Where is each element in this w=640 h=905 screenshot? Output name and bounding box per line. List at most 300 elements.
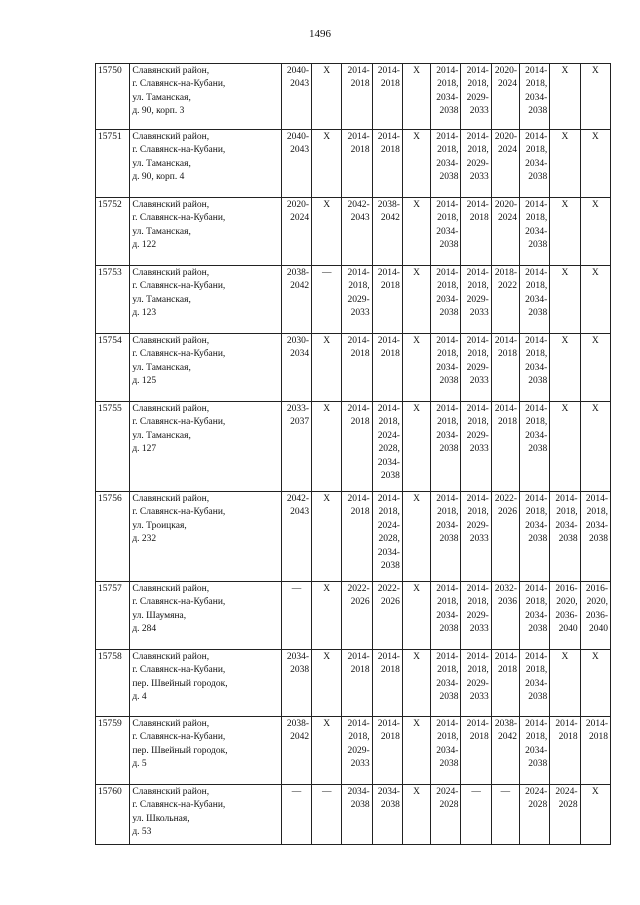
cell-line: 2018, — [378, 507, 400, 518]
address-cell — [130, 582, 281, 650]
cell-line: 2038 — [380, 561, 400, 572]
cell-line: 2014- — [525, 336, 548, 346]
cell-line: X — [323, 404, 331, 414]
registry-table — [95, 63, 611, 845]
period-cell — [461, 334, 491, 402]
period-cell — [342, 198, 372, 266]
cell-line: 2028, — [378, 444, 400, 455]
period-cell — [491, 402, 519, 492]
cell-line: 2020, — [556, 597, 578, 608]
table-row — [96, 650, 611, 717]
period-cell — [372, 492, 402, 582]
cell-line: 2014- — [466, 200, 489, 210]
cell-line: 2034- — [525, 678, 548, 689]
cell-line: 2022- — [347, 584, 370, 594]
address-line: ул. Таманская, — [132, 92, 191, 103]
table-row — [96, 402, 611, 492]
cell-line: 2038 — [439, 240, 459, 251]
address-line: г. Славянск-на-Кубани, — [132, 800, 226, 811]
cell-line: 2040 — [558, 624, 578, 635]
cell-line: X — [591, 336, 599, 346]
cell-line: 2018, — [467, 665, 489, 676]
period-cell — [550, 785, 580, 845]
cell-line: X — [413, 336, 420, 346]
cell-line: 2038- — [377, 200, 400, 210]
cell-line: 2024 — [290, 213, 310, 224]
cell-line: 2036- — [555, 610, 578, 621]
cell-line: 2018 — [498, 349, 518, 360]
period-cell — [491, 198, 519, 266]
x-mark-cell — [550, 650, 580, 717]
address-line: ул. Троицкая, — [132, 520, 187, 531]
cell-line: 2014- — [525, 584, 548, 594]
period-cell — [342, 492, 372, 582]
cell-line: — — [291, 787, 302, 797]
cell-line: 2018, — [525, 732, 548, 743]
cell-line: 2018 — [380, 281, 400, 292]
period-cell — [372, 334, 402, 402]
cell-line: 2014- — [347, 336, 370, 346]
cell-line: 2024 — [498, 213, 518, 224]
period-cell — [520, 785, 550, 845]
cell-line: 2038 — [528, 534, 548, 545]
address-line: г. Славянск-на-Кубани, — [132, 665, 226, 676]
cell-line: 2033 — [469, 106, 489, 117]
period-cell — [372, 130, 402, 198]
cell-line: 2018, — [467, 79, 489, 90]
row-id: 15757 — [96, 582, 130, 650]
row-id: 15753 — [96, 266, 130, 334]
row-id: 15760 — [96, 785, 130, 845]
row-id: 15750 — [96, 64, 130, 130]
cell-line: 2034- — [525, 92, 548, 103]
cell-line: 2014- — [466, 66, 489, 76]
cell-line: 2014- — [525, 719, 548, 729]
cell-line: 2018- — [494, 268, 518, 278]
cell-line: 2018, — [437, 213, 459, 224]
cell-line: 2042 — [498, 732, 518, 743]
cell-line: 2018 — [380, 79, 400, 90]
x-mark-cell — [402, 650, 430, 717]
x-mark-cell — [580, 266, 610, 334]
cell-line: 2042- — [347, 200, 370, 210]
cell-line: 2014- — [555, 719, 578, 729]
period-cell — [281, 130, 311, 198]
row-id: 15759 — [96, 717, 130, 785]
cell-line: 2024- — [525, 787, 548, 797]
cell-line: 2024 — [498, 145, 518, 156]
cell-line: 2014- — [494, 404, 518, 414]
address-line: пер. Швейный городок, — [132, 745, 228, 756]
period-cell — [281, 198, 311, 266]
cell-line: 2014- — [585, 494, 608, 504]
cell-line: X — [413, 200, 420, 210]
address-line: ул. Шаумяна, — [132, 610, 187, 621]
period-cell — [520, 64, 550, 130]
period-cell — [342, 402, 372, 492]
cell-line: 2014- — [466, 404, 489, 414]
cell-line: 2014- — [555, 494, 578, 504]
cell-line: 2033 — [469, 534, 489, 545]
cell-line: 2014- — [436, 719, 459, 729]
cell-line: 2020- — [286, 200, 310, 210]
address-line: Славянский район, — [132, 584, 210, 594]
cell-line: 2020, — [586, 597, 608, 608]
cell-line: X — [413, 652, 420, 662]
table-row — [96, 130, 611, 198]
cell-line: 2029- — [466, 678, 489, 689]
x-mark-cell — [312, 717, 342, 785]
cell-line: 2034- — [525, 362, 548, 373]
period-cell — [550, 717, 580, 785]
period-cell — [520, 130, 550, 198]
cell-line: 2018 — [380, 732, 400, 743]
cell-line: 2034- — [525, 745, 548, 756]
period-cell — [342, 717, 372, 785]
cell-line: 2043 — [290, 507, 310, 518]
cell-line: 2018, — [437, 732, 459, 743]
x-mark-cell — [550, 198, 580, 266]
table-row — [96, 582, 611, 650]
row-id: 15758 — [96, 650, 130, 717]
row-id: 15755 — [96, 402, 130, 492]
cell-line: 2037 — [290, 417, 310, 428]
cell-line: X — [323, 719, 331, 729]
cell-line: 2038- — [286, 719, 310, 729]
cell-line: 2014- — [466, 584, 489, 594]
period-cell — [342, 785, 372, 845]
cell-line: X — [561, 66, 569, 76]
period-cell — [461, 492, 491, 582]
cell-line: 2018 — [589, 732, 608, 743]
cell-line: X — [413, 719, 420, 729]
cell-line: 2043 — [290, 145, 310, 156]
cell-line: 2018, — [525, 213, 548, 224]
cell-line: 2034- — [436, 362, 459, 373]
cell-line: X — [591, 66, 599, 76]
cell-line: X — [413, 494, 420, 504]
period-cell — [491, 334, 519, 402]
period-cell — [372, 198, 402, 266]
x-mark-cell — [402, 266, 430, 334]
cell-line: 2018 — [558, 732, 578, 743]
cell-line: X — [591, 132, 599, 142]
cell-line: 2028 — [528, 800, 548, 811]
period-cell — [491, 650, 519, 717]
cell-line: 2026 — [350, 597, 370, 608]
x-mark-cell — [580, 130, 610, 198]
cell-line: 2014- — [466, 652, 489, 662]
period-cell — [431, 334, 461, 402]
period-cell — [281, 492, 311, 582]
x-mark-cell — [312, 492, 342, 582]
row-id: 15752 — [96, 198, 130, 266]
address-line: г. Славянск-на-Кубани, — [132, 213, 226, 224]
x-mark-cell — [580, 650, 610, 717]
address-line: д. 122 — [132, 240, 157, 251]
cell-line: X — [413, 66, 420, 76]
cell-line: 2018, — [556, 507, 578, 518]
cell-line: 2018 — [350, 145, 370, 156]
cell-line: 2029- — [466, 610, 489, 621]
cell-line: X — [561, 132, 569, 142]
cell-line: 2034- — [286, 652, 310, 662]
cell-line: 2020- — [494, 200, 518, 210]
cell-line: 2018 — [380, 665, 400, 676]
cell-line: 2029- — [466, 92, 489, 103]
cell-line: 2018, — [525, 349, 548, 360]
x-mark-cell — [550, 64, 580, 130]
period-cell — [342, 334, 372, 402]
address-cell — [130, 64, 281, 130]
cell-line: 2034- — [525, 226, 548, 237]
x-mark-cell — [312, 402, 342, 492]
address-line: д. 5 — [132, 759, 147, 770]
cell-line: 2014- — [436, 132, 459, 142]
cell-line: X — [591, 268, 599, 278]
address-line: Славянский район, — [132, 652, 210, 662]
period-cell — [580, 492, 610, 582]
cell-line: 2014- — [377, 132, 400, 142]
cell-line: 2018, — [437, 281, 459, 292]
cell-line: 2034- — [436, 158, 459, 169]
cell-line: 2020- — [494, 132, 518, 142]
period-cell — [431, 266, 461, 334]
period-cell — [342, 130, 372, 198]
table-row — [96, 64, 611, 130]
row-id: 15754 — [96, 334, 130, 402]
dash-cell — [461, 785, 491, 845]
cell-line: 2038 — [439, 172, 459, 183]
cell-line: 2018, — [467, 349, 489, 360]
cell-line: X — [591, 787, 599, 797]
cell-line: 2018 — [350, 417, 370, 428]
address-line: ул. Таманская, — [132, 294, 191, 305]
cell-line: 2014- — [436, 404, 459, 414]
address-line: Славянский район, — [132, 404, 210, 414]
address-cell — [130, 650, 281, 717]
x-mark-cell — [402, 334, 430, 402]
cell-line: 2024- — [555, 787, 578, 797]
period-cell — [491, 582, 519, 650]
cell-line: 2029- — [466, 520, 489, 531]
period-cell — [281, 717, 311, 785]
address-cell — [130, 334, 281, 402]
cell-line: 2034- — [436, 610, 459, 621]
cell-line: 2018 — [350, 665, 370, 676]
address-line: д. 4 — [132, 692, 147, 703]
period-cell — [342, 266, 372, 334]
cell-line: 2042 — [380, 213, 400, 224]
x-mark-cell — [580, 334, 610, 402]
cell-line: 2038 — [439, 308, 459, 319]
period-cell — [461, 130, 491, 198]
cell-line: X — [323, 66, 331, 76]
cell-line: X — [323, 200, 331, 210]
address-cell — [130, 785, 281, 845]
cell-line: 2014- — [436, 494, 459, 504]
cell-line: 2038 — [439, 692, 459, 703]
address-line: г. Славянск-на-Кубани, — [132, 145, 226, 156]
cell-line: 2034- — [436, 520, 459, 531]
cell-line: 2024- — [436, 787, 459, 797]
address-line: Славянский район, — [132, 787, 210, 797]
period-cell — [372, 717, 402, 785]
cell-line: 2014- — [525, 494, 548, 504]
x-mark-cell — [550, 266, 580, 334]
address-line: ул. Школьная, — [132, 813, 190, 824]
cell-line: 2018 — [498, 417, 518, 428]
address-line: Славянский район, — [132, 66, 210, 76]
cell-line: 2014- — [466, 132, 489, 142]
cell-line: 2038 — [528, 759, 548, 770]
cell-line: X — [561, 336, 569, 346]
address-line: Славянский район, — [132, 268, 210, 278]
x-mark-cell — [550, 334, 580, 402]
period-cell — [281, 334, 311, 402]
table-row — [96, 198, 611, 266]
cell-line: 2034- — [585, 520, 608, 531]
cell-line: 2038 — [439, 376, 459, 387]
cell-line: 2014- — [436, 66, 459, 76]
cell-line: 2018, — [437, 145, 459, 156]
cell-line: 2038 — [439, 106, 459, 117]
cell-line: 2018, — [586, 507, 608, 518]
cell-line: 2029- — [347, 294, 370, 305]
cell-line: — — [500, 787, 511, 797]
cell-line: 2014- — [525, 200, 548, 210]
cell-line: 2018, — [467, 597, 489, 608]
cell-line: X — [591, 652, 599, 662]
cell-line: 2038 — [350, 800, 370, 811]
cell-line: 2028 — [558, 800, 578, 811]
cell-line: 2028, — [378, 534, 400, 545]
cell-line: 2033 — [469, 692, 489, 703]
cell-line: 2042 — [290, 281, 310, 292]
cell-line: 2042- — [286, 494, 310, 504]
cell-line: 2018, — [525, 507, 548, 518]
x-mark-cell — [402, 492, 430, 582]
cell-line: 2024- — [377, 520, 400, 531]
cell-line: 2014- — [377, 336, 400, 346]
cell-line: 2034- — [525, 610, 548, 621]
period-cell — [431, 198, 461, 266]
cell-line: 2014- — [436, 336, 459, 346]
cell-line: 2033 — [350, 759, 370, 770]
cell-line: 2034- — [525, 520, 548, 531]
cell-line: 2042 — [290, 732, 310, 743]
cell-line: 2034- — [555, 520, 578, 531]
cell-line: X — [561, 200, 569, 210]
cell-line: 2014- — [585, 719, 608, 729]
cell-line: 2033- — [286, 404, 310, 414]
cell-line: 2014- — [466, 336, 489, 346]
cell-line: 2018, — [467, 417, 489, 428]
cell-line: 2038 — [528, 444, 548, 455]
cell-line: 2018, — [437, 665, 459, 676]
period-cell — [342, 64, 372, 130]
x-mark-cell — [580, 402, 610, 492]
cell-line: 2018, — [525, 417, 548, 428]
address-cell — [130, 492, 281, 582]
dash-cell — [312, 785, 342, 845]
address-cell — [130, 266, 281, 334]
cell-line: 2038 — [439, 534, 459, 545]
period-cell — [491, 64, 519, 130]
period-cell — [550, 492, 580, 582]
x-mark-cell — [312, 650, 342, 717]
cell-line: 2026 — [498, 507, 518, 518]
x-mark-cell — [550, 402, 580, 492]
period-cell — [281, 650, 311, 717]
address-line: д. 90, корп. 3 — [132, 106, 185, 117]
period-cell — [342, 582, 372, 650]
cell-line: 2038- — [494, 719, 518, 729]
period-cell — [431, 64, 461, 130]
cell-line: X — [591, 200, 599, 210]
cell-line: 2014- — [347, 494, 370, 504]
period-cell — [431, 402, 461, 492]
x-mark-cell — [312, 64, 342, 130]
x-mark-cell — [550, 130, 580, 198]
cell-line: 2018, — [348, 732, 370, 743]
period-cell — [491, 266, 519, 334]
cell-line: — — [321, 787, 332, 797]
cell-line: 2038 — [528, 172, 548, 183]
cell-line: 2014- — [377, 494, 400, 504]
period-cell — [461, 266, 491, 334]
cell-line: 2018, — [437, 507, 459, 518]
cell-line: 2014- — [436, 200, 459, 210]
period-cell — [491, 717, 519, 785]
cell-line: 2038 — [558, 534, 578, 545]
cell-line: X — [413, 268, 420, 278]
cell-line: 2014- — [347, 719, 370, 729]
period-cell — [520, 492, 550, 582]
x-mark-cell — [402, 402, 430, 492]
row-id: 15751 — [96, 130, 130, 198]
period-cell — [372, 266, 402, 334]
cell-line: 2040 — [589, 624, 608, 635]
cell-line: 2014- — [347, 268, 370, 278]
cell-line: 2034- — [436, 294, 459, 305]
address-line: г. Славянск-на-Кубани, — [132, 79, 226, 90]
cell-line: 2034- — [525, 294, 548, 305]
address-line: д. 53 — [132, 827, 152, 838]
cell-line: X — [413, 787, 420, 797]
cell-line: 2018, — [525, 665, 548, 676]
address-line: ул. Таманская, — [132, 430, 191, 441]
cell-line: X — [323, 652, 331, 662]
cell-line: 2038 — [439, 624, 459, 635]
x-mark-cell — [312, 198, 342, 266]
address-line: ул. Таманская, — [132, 158, 191, 169]
x-mark-cell — [580, 198, 610, 266]
period-cell — [491, 492, 519, 582]
cell-line: 2036- — [585, 610, 608, 621]
cell-line: 2014- — [436, 652, 459, 662]
period-cell — [281, 266, 311, 334]
cell-line: X — [561, 404, 569, 414]
address-line: пер. Швейный городок, — [132, 678, 228, 689]
period-cell — [372, 582, 402, 650]
period-cell — [431, 717, 461, 785]
cell-line: 2032- — [494, 584, 518, 594]
cell-line: 2014- — [525, 652, 548, 662]
dash-cell — [312, 266, 342, 334]
cell-line: 2014- — [525, 66, 548, 76]
address-line: Славянский район, — [132, 200, 210, 210]
